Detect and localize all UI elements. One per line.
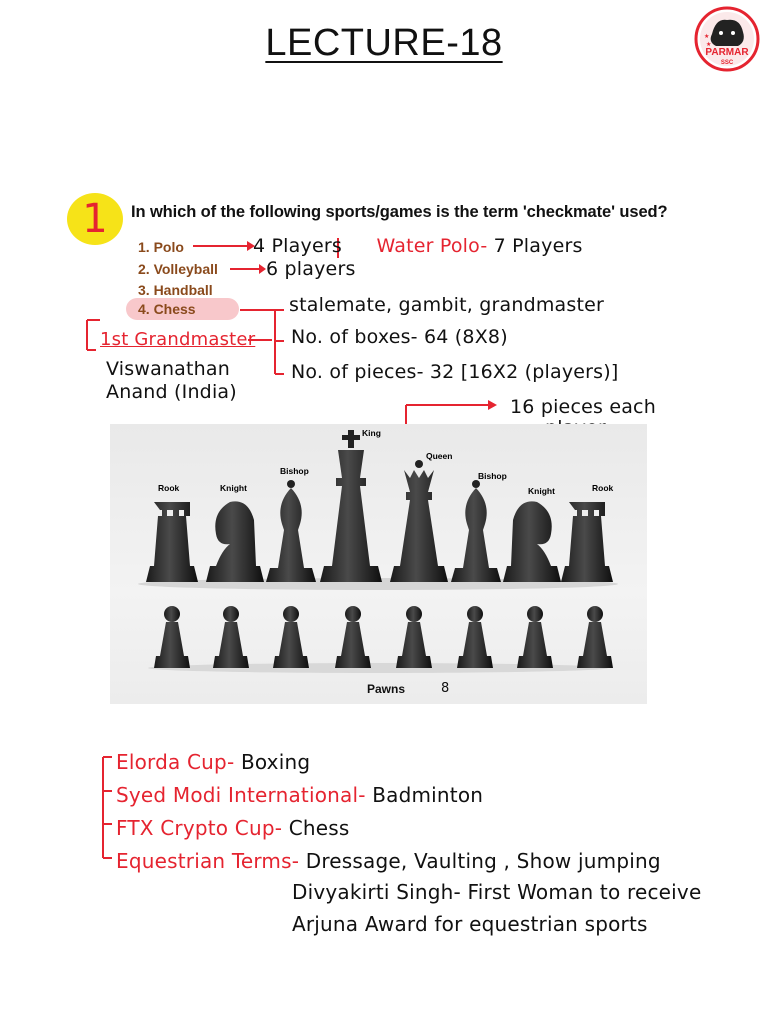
label-knight-left: Knight bbox=[220, 483, 247, 493]
logo-subtext: SSC bbox=[720, 60, 734, 66]
bishop-right bbox=[451, 480, 501, 582]
polo-players: 4 Players bbox=[253, 235, 342, 257]
king-piece bbox=[320, 430, 382, 582]
label-bishop-left: Bishop bbox=[280, 466, 309, 476]
pawns-label: Pawns bbox=[367, 682, 406, 696]
option-3: 3. Handball bbox=[138, 282, 213, 298]
sport-name: Boxing bbox=[240, 750, 311, 774]
option-4: 4. Chess bbox=[138, 301, 196, 317]
option-1: 1. Polo bbox=[138, 239, 184, 255]
question-text: In which of the following sports/games is the term 'checkmate' used? bbox=[131, 203, 668, 221]
pieces-each-line1: 16 pieces each bbox=[510, 396, 656, 418]
pieces-note: No. of pieces- 32 [16X2 (players)] bbox=[291, 361, 619, 383]
boxes-note: No. of boxes- 64 (8X8) bbox=[291, 326, 508, 348]
grandmaster-name-line1: Viswanathan bbox=[106, 358, 231, 380]
polo-note bbox=[253, 235, 583, 257]
svg-text:★: ★ bbox=[704, 34, 710, 40]
pawn-6 bbox=[457, 606, 493, 668]
bishop-left bbox=[266, 480, 316, 582]
label-king: King bbox=[362, 428, 381, 438]
sport-item-1 bbox=[116, 750, 310, 774]
pawn-row bbox=[154, 606, 613, 668]
label-rook-left: Rook bbox=[158, 483, 180, 493]
sport-name: Dressage, Vaulting , Show jumping bbox=[305, 849, 661, 873]
logo-text: PARMAR bbox=[705, 47, 749, 58]
sport-name: Chess bbox=[288, 816, 350, 840]
queen-piece bbox=[390, 460, 448, 582]
knight-right bbox=[503, 501, 561, 582]
pawn-7 bbox=[517, 606, 553, 668]
knight-left bbox=[206, 501, 264, 582]
question-number-badge: 1 bbox=[67, 193, 123, 245]
sport-name: Badminton bbox=[372, 783, 484, 807]
sport-item-4 bbox=[116, 849, 661, 873]
footer-line-1: Divyakirti Singh- First Woman to receive bbox=[292, 880, 702, 904]
sport-term: FTX Crypto Cup- bbox=[116, 816, 283, 840]
sport-term: Equestrian Terms- bbox=[116, 849, 300, 873]
sport-term: Syed Modi International- bbox=[116, 783, 366, 807]
pawns-count: 8 bbox=[441, 681, 450, 696]
label-rook-right: Rook bbox=[592, 483, 614, 493]
pawn-8 bbox=[577, 606, 613, 668]
svg-text:★: ★ bbox=[706, 42, 712, 48]
sport-item-3 bbox=[116, 816, 350, 840]
footer-line-2: Arjuna Award for equestrian sports bbox=[292, 912, 648, 936]
water-polo-players: 7 Players bbox=[493, 235, 583, 257]
grandmaster-label: 1st Grandmaster bbox=[100, 329, 256, 350]
chess-pieces-illustration bbox=[110, 424, 647, 704]
grandmaster-name-line2: Anand (India) bbox=[106, 381, 237, 403]
sport-term: Elorda Cup- bbox=[116, 750, 235, 774]
pawn-5 bbox=[396, 606, 432, 668]
sport-item-2 bbox=[116, 783, 483, 807]
pawn-2 bbox=[213, 606, 249, 668]
option-2: 2. Volleyball bbox=[138, 261, 218, 277]
rook-left bbox=[146, 502, 198, 582]
volleyball-note: 6 players bbox=[266, 258, 356, 280]
pawn-1 bbox=[154, 606, 190, 668]
pawn-4 bbox=[335, 606, 371, 668]
chess-terms-note: stalemate, gambit, grandmaster bbox=[289, 294, 605, 316]
label-bishop-right: Bishop bbox=[478, 471, 507, 481]
label-knight-right: Knight bbox=[528, 486, 555, 496]
pawn-3 bbox=[273, 606, 309, 668]
page-title-text: LECTURE-18 bbox=[265, 22, 503, 64]
rook-right bbox=[561, 502, 613, 582]
water-polo-label: Water Polo- bbox=[376, 235, 488, 257]
label-queen: Queen bbox=[426, 451, 453, 461]
